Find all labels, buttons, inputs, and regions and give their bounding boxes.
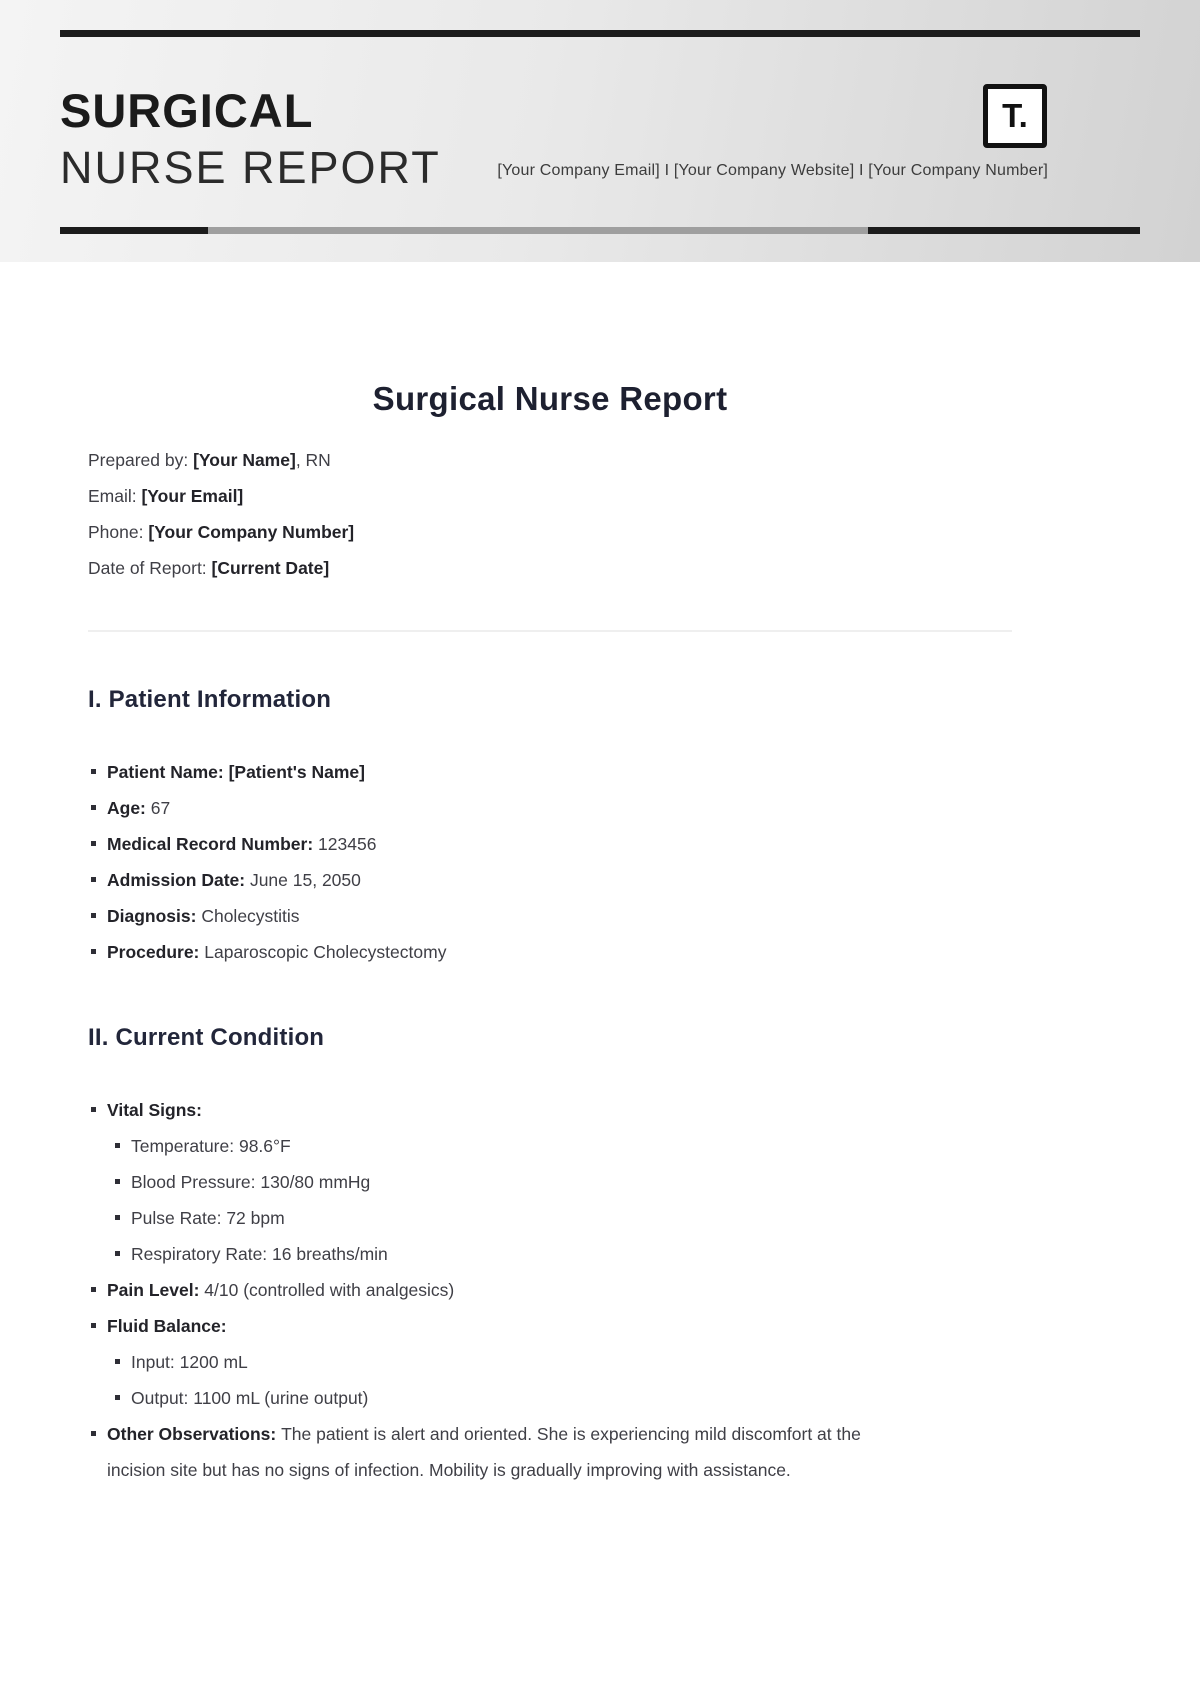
list-item-other-observations [88, 1416, 1012, 1488]
item-value: 98.6°F [238, 1136, 291, 1156]
list-item-temperature [112, 1128, 1012, 1164]
item-label: Fluid Balance: [107, 1316, 227, 1336]
list-item-age [88, 790, 1012, 826]
list-item-fluid-input [112, 1344, 1012, 1380]
item-label: Other Observations: [107, 1424, 282, 1444]
bullet-icon [91, 1287, 96, 1292]
meta-prepared-by [88, 442, 1012, 478]
report-meta [88, 442, 1012, 586]
company-logo [983, 84, 1047, 148]
section-heading-patient-information: I. Patient Information [88, 686, 332, 713]
brand-title [60, 82, 441, 196]
current-condition-list-continued [88, 1272, 1012, 1344]
current-condition-list [88, 1092, 1012, 1128]
other-observations-list [88, 1416, 1012, 1488]
company-contact-info: [Your Company Email] I [Your Company Website] I [Your Company Number] [497, 162, 1048, 179]
item-label: Pulse Rate: [131, 1208, 227, 1228]
list-item-pulse-rate [112, 1200, 1012, 1236]
item-value: 1100 mL (urine output) [193, 1388, 369, 1408]
list-item-pain-level [88, 1272, 1012, 1308]
bullet-icon [115, 1215, 120, 1220]
meta-label: Prepared by: [88, 450, 194, 470]
item-value: The patient is alert and oriented. She is experiencing mild discomfort at the incision site but has no signs of infection. Mobility is gradually improving with assistance. [107, 1424, 861, 1480]
meta-value: [Your Email] [141, 486, 244, 506]
patient-information-list [88, 754, 1012, 970]
item-label: Output: [131, 1388, 194, 1408]
list-item-diagnosis [88, 898, 1012, 934]
meta-report-date [88, 550, 1012, 586]
list-item-fluid-balance [88, 1308, 1012, 1344]
bullet-icon [91, 913, 96, 918]
item-label: Patient Name: [107, 762, 229, 782]
list-item-procedure [88, 934, 1012, 970]
bullet-icon [91, 949, 96, 954]
bullet-icon [91, 841, 96, 846]
item-value: 1200 mL [179, 1352, 248, 1372]
vital-signs-sublist [112, 1128, 1012, 1272]
item-label: Medical Record Number: [107, 834, 319, 854]
meta-label: Date of Report: [88, 558, 212, 578]
brand-line-surgical: SURGICAL [60, 84, 314, 137]
item-value: June 15, 2050 [249, 870, 361, 890]
item-value: [Patient's Name] [228, 762, 365, 782]
header-bottom-rule-gray-segment [208, 227, 868, 234]
list-item-respiratory-rate [112, 1236, 1012, 1272]
bullet-icon [91, 805, 96, 810]
bullet-icon [91, 1107, 96, 1112]
item-label: Respiratory Rate: [131, 1244, 273, 1264]
meta-suffix: , RN [295, 450, 331, 470]
meta-email [88, 478, 1012, 514]
item-label: Procedure: [107, 942, 205, 962]
item-label: Vital Signs: [107, 1100, 202, 1120]
meta-value: [Current Date] [211, 558, 330, 578]
item-label: Pain Level: [107, 1280, 205, 1300]
item-label: Admission Date: [107, 870, 250, 890]
meta-label: Email: [88, 486, 142, 506]
company-logo-text: T. [1002, 97, 1028, 134]
page-title: Surgical Nurse Report [372, 380, 728, 417]
fluid-balance-sublist [112, 1344, 1012, 1416]
item-label: Input: [131, 1352, 180, 1372]
bullet-icon [91, 1431, 96, 1436]
bullet-icon [115, 1359, 120, 1364]
list-item-vital-signs [88, 1092, 1012, 1128]
item-value: 130/80 mmHg [260, 1172, 371, 1192]
bullet-icon [115, 1179, 120, 1184]
item-value: Cholecystitis [201, 906, 300, 926]
list-item-fluid-output [112, 1380, 1012, 1416]
bullet-icon [91, 769, 96, 774]
list-item-patient-name [88, 754, 1012, 790]
header-top-rule [60, 30, 1140, 37]
item-value: 72 bpm [226, 1208, 285, 1228]
document-header [0, 0, 1200, 262]
bullet-icon [115, 1143, 120, 1148]
item-label: Temperature: [131, 1136, 239, 1156]
list-item-admission-date [88, 862, 1012, 898]
list-item-blood-pressure [112, 1164, 1012, 1200]
item-value: 16 breaths/min [272, 1244, 388, 1264]
section-divider [88, 630, 1012, 632]
meta-value: [Your Name] [193, 450, 296, 470]
item-value: Laparoscopic Cholecystectomy [204, 942, 447, 962]
bullet-icon [91, 1323, 96, 1328]
meta-label: Phone: [88, 522, 149, 542]
item-label: Diagnosis: [107, 906, 202, 926]
item-label: Blood Pressure: [131, 1172, 261, 1192]
bullet-icon [115, 1251, 120, 1256]
bullet-icon [115, 1395, 120, 1400]
item-label: Age: [107, 798, 151, 818]
section-heading-current-condition: II. Current Condition [88, 1024, 325, 1051]
item-value: 67 [150, 798, 171, 818]
bullet-icon [91, 877, 96, 882]
header-bottom-rule [60, 227, 1140, 234]
meta-phone [88, 514, 1012, 550]
item-value: 4/10 (controlled with analgesics) [204, 1280, 455, 1300]
item-value: 123456 [318, 834, 377, 854]
meta-value: [Your Company Number] [148, 522, 355, 542]
document-body [0, 380, 1200, 1488]
list-item-medical-record-number [88, 826, 1012, 862]
brand-line-nurse-report: NURSE REPORT [60, 142, 441, 193]
